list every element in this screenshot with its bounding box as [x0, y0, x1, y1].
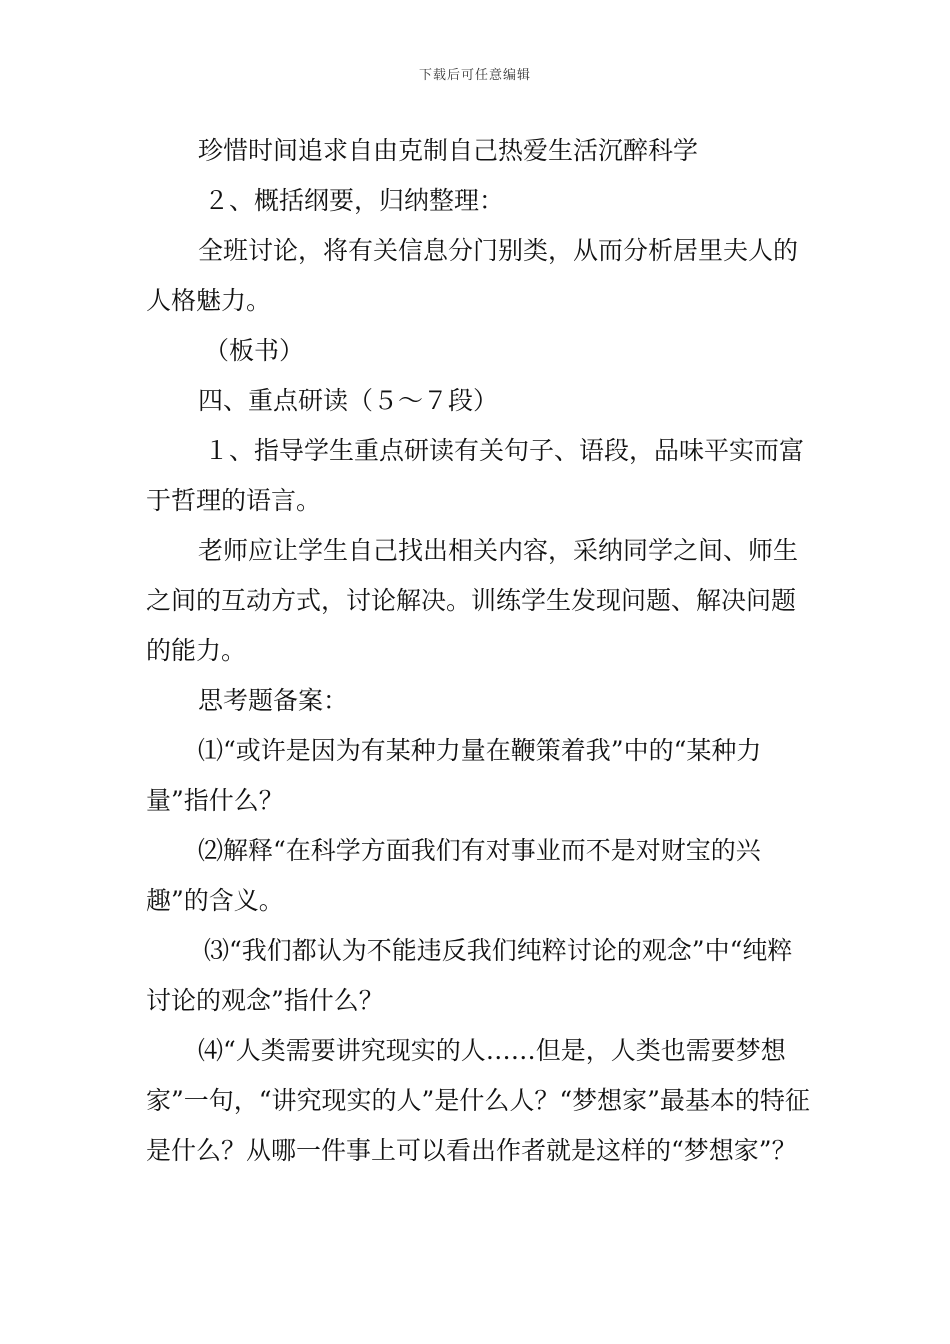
- paragraph-class-discussion: 全班讨论，将有关信息分门别类，从而分析居里夫人的人格魅力。: [146, 236, 799, 315]
- paragraph-questions-heading: 思考题备案：: [198, 686, 349, 715]
- question-4: ⑷“人类需要讲究现实的人……但是，人类也需要梦想家”一句，“讲究现实的人”是什么人？“梦想家”最基本的特征是什么？从哪一件事上可以看出作者就是这样的“梦想家”？: [146, 1036, 810, 1165]
- paragraph-teacher-guidance: 老师应让学生自己找出相关内容，采纳同学之间、师生之间的互动方式，讨论解决。训练学生发现问题、解决问题的能力。: [146, 536, 799, 665]
- question-1: ⑴“或许是因为有某种力量在鞭策着我”中的“某种力量”指什么？: [146, 736, 762, 815]
- section-heading-4: 四、重点研读（５～７段）: [198, 386, 499, 415]
- question-2: ⑵解释“在科学方面我们有对事业而不是对财宝的兴趣”的含义。: [146, 836, 761, 915]
- paragraph-qualities: 珍惜时间追求自由克制自己热爱生活沉醉科学: [198, 136, 699, 165]
- document-body: [146, 126, 810, 1176]
- paragraph-step-1: １、指导学生重点研读有关句子、语段，品味平实而富于哲理的语言。: [146, 436, 805, 515]
- paragraph-step-2: ２、概括纲要，归纳整理：: [204, 186, 505, 215]
- question-3: ⑶“我们都认为不能违反我们纯粹讨论的观念”中“纯粹讨论的观念”指什么？: [146, 936, 793, 1015]
- header-note: 下载后可任意编辑: [418, 68, 531, 83]
- paragraph-blackboard: （板书）: [204, 336, 305, 365]
